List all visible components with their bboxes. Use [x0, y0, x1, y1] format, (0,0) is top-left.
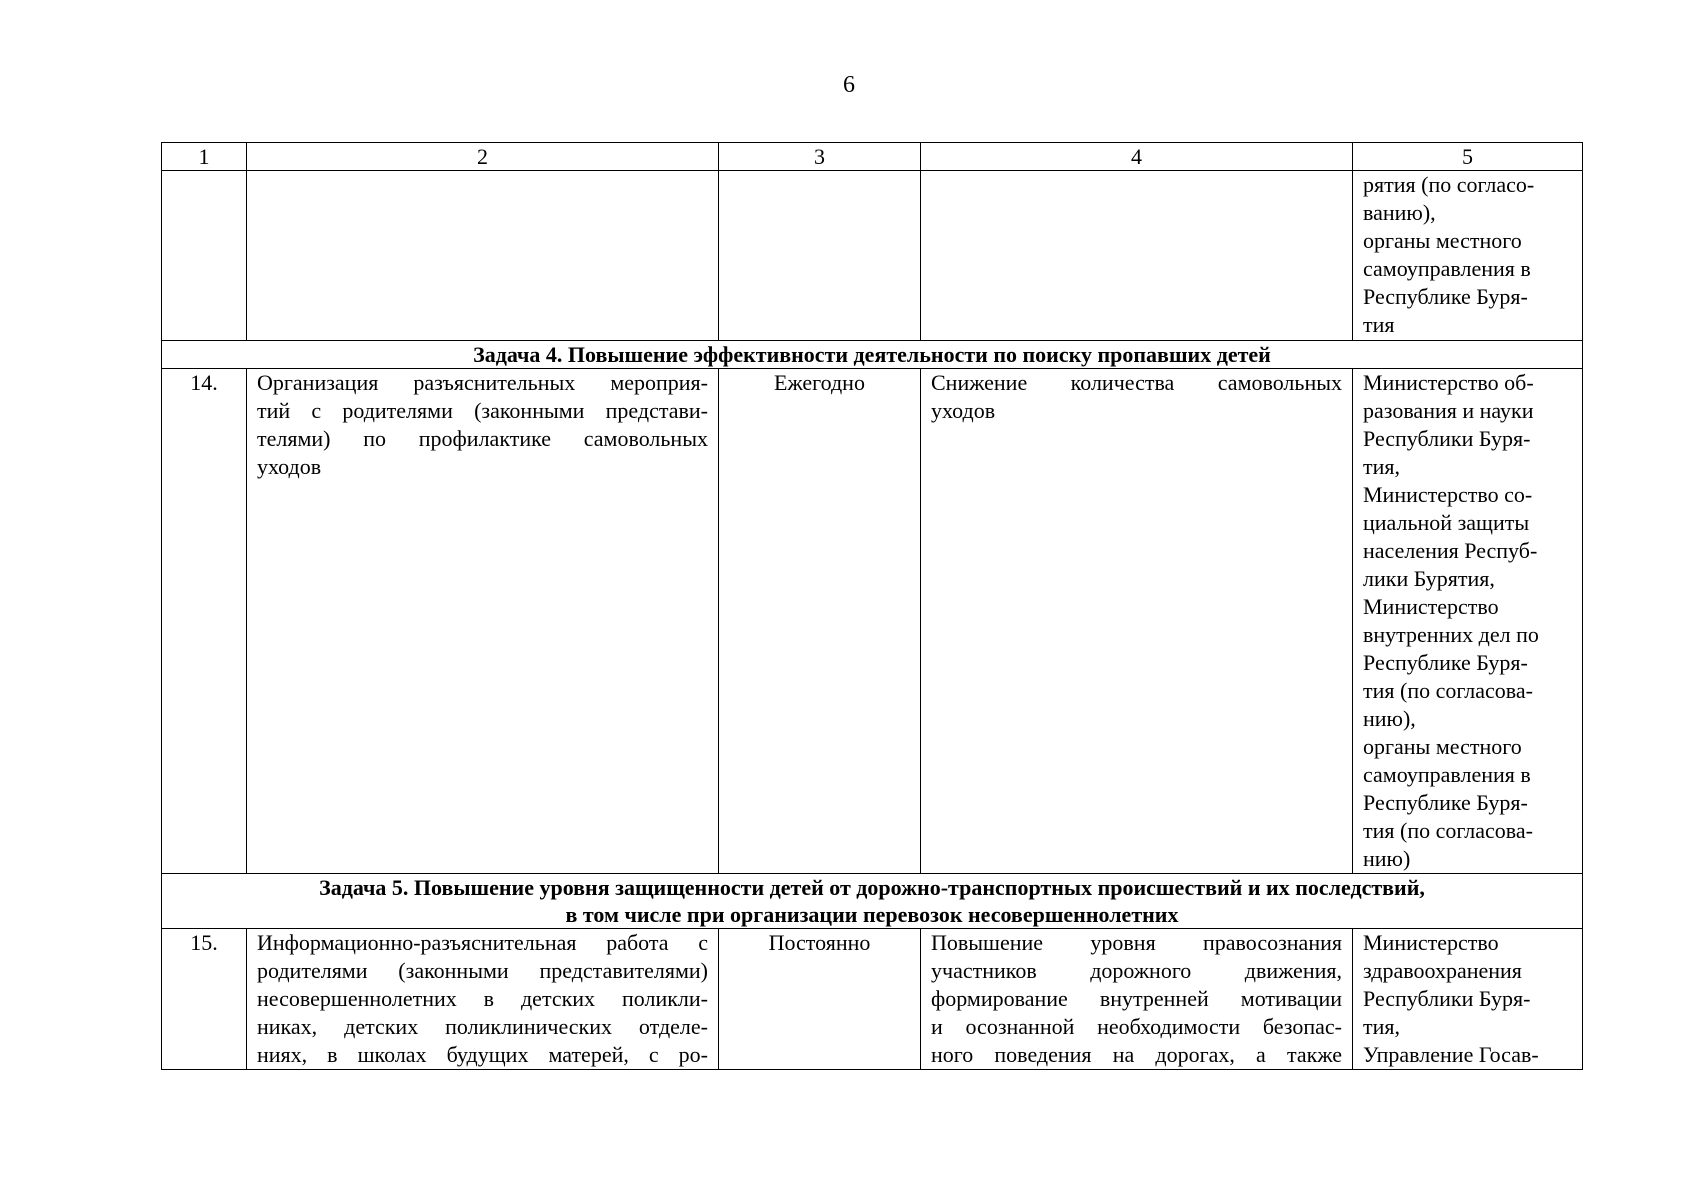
row-15-executors: [1353, 929, 1583, 1070]
row-14-measure: [247, 369, 719, 874]
task-5-title-line-1: Задача 5. Повышение уровня защищенности детей от дорожно-транспортных происшествий и их последствий,: [319, 875, 1425, 900]
continuation-col3-cell: [719, 171, 921, 341]
header-col-1: 1: [162, 143, 247, 171]
text-line: Министерство об-: [1363, 370, 1534, 395]
header-row: [162, 143, 1583, 171]
task-5-title: [162, 874, 1583, 929]
text-line: тия,: [1363, 454, 1401, 479]
text-line: участников дорожного движения,: [931, 958, 1342, 983]
text-line: Информационно-разъяснительная работа с: [257, 930, 708, 955]
text-line: телями) по профилактике самовольных: [257, 426, 708, 451]
row-15-measure: [247, 929, 719, 1070]
text-line: Республике Буря-: [1363, 790, 1528, 815]
text-line: самоуправления в: [1363, 762, 1531, 787]
task-5-row: [162, 874, 1583, 929]
text-line: Снижение количества самовольных: [931, 370, 1342, 395]
text-line: разования и науки: [1363, 398, 1534, 423]
text-line: Республики Буря-: [1363, 986, 1531, 1011]
text-line: уходов: [257, 454, 322, 479]
text-line: лики Бурятия,: [1363, 566, 1495, 591]
text-line: тия (по согласова-: [1363, 678, 1533, 703]
text-line: ного поведения на дорогах, а также: [931, 1042, 1342, 1067]
row-14-executors: [1353, 369, 1583, 874]
text-line: внутренних дел по: [1363, 622, 1539, 647]
text-line: органы местного: [1363, 228, 1522, 253]
text-line: самоуправления в: [1363, 256, 1531, 281]
text-line: тия: [1363, 312, 1395, 337]
text-line: уходов: [931, 398, 996, 423]
text-line: Министерство: [1363, 930, 1499, 955]
text-line: формирование внутренней мотивации: [931, 986, 1342, 1011]
continuation-col2-cell: [247, 171, 719, 341]
header-col-2: 2: [247, 143, 719, 171]
text-line: тия,: [1363, 1014, 1401, 1039]
text-line: Республике Буря-: [1363, 284, 1528, 309]
text-line: тия (по согласова-: [1363, 818, 1533, 843]
text-line: нию),: [1363, 706, 1416, 731]
text-line: Республики Буря-: [1363, 426, 1531, 451]
row-15-number: 15.: [162, 929, 247, 1070]
continuation-executors-cell: [1353, 171, 1583, 341]
text-line: здравоохранения: [1363, 958, 1522, 983]
text-line: органы местного: [1363, 734, 1522, 759]
text-line: тий с родителями (законными представи-: [257, 398, 708, 423]
row-15-result: [921, 929, 1353, 1070]
measure-row-15: [162, 929, 1583, 1070]
text-line: Республике Буря-: [1363, 650, 1528, 675]
row-14-number: 14.: [162, 369, 247, 874]
text-line: родителями (законными представителями): [257, 958, 708, 983]
text-line: Министерство: [1363, 594, 1499, 619]
row-14-period: Ежегодно: [719, 369, 921, 874]
task-4-title: Задача 4. Повышение эффективности деятельности по поиску пропавших детей: [162, 341, 1583, 369]
measure-row-14: [162, 369, 1583, 874]
continuation-row: [162, 171, 1583, 341]
row-15-period: Постоянно: [719, 929, 921, 1070]
task-5-title-line-2: в том числе при организации перевозок несовершеннолетних: [565, 902, 1179, 927]
text-line: несовершеннолетних в детских поликли-: [257, 986, 708, 1011]
task-4-row: [162, 341, 1583, 369]
continuation-col4-cell: [921, 171, 1353, 341]
text-line: Управление Госав-: [1363, 1042, 1539, 1067]
row-14-result: [921, 369, 1353, 874]
text-line: Организация разъяснительных мероприя-: [257, 370, 708, 395]
text-line: циальной защиты: [1363, 510, 1530, 535]
text-line: Министерство со-: [1363, 482, 1533, 507]
text-line: населения Респуб-: [1363, 538, 1538, 563]
text-line: нию): [1363, 846, 1411, 871]
header-col-4: 4: [921, 143, 1353, 171]
text-line: ниях, в школах будущих матерей, с ро-: [257, 1042, 708, 1067]
text-line: ванию),: [1363, 200, 1436, 225]
continuation-num-cell: [162, 171, 247, 341]
text-line: рятия (по согласо-: [1363, 172, 1535, 197]
text-line: и осознанной необходимости безопас-: [931, 1014, 1342, 1039]
header-col-3: 3: [719, 143, 921, 171]
measures-table: [161, 142, 1583, 1070]
page-number: 6: [843, 72, 855, 98]
text-line: Повышение уровня правосознания: [931, 930, 1342, 955]
text-line: никах, детских поликлинических отделе-: [257, 1014, 708, 1039]
header-col-5: 5: [1353, 143, 1583, 171]
